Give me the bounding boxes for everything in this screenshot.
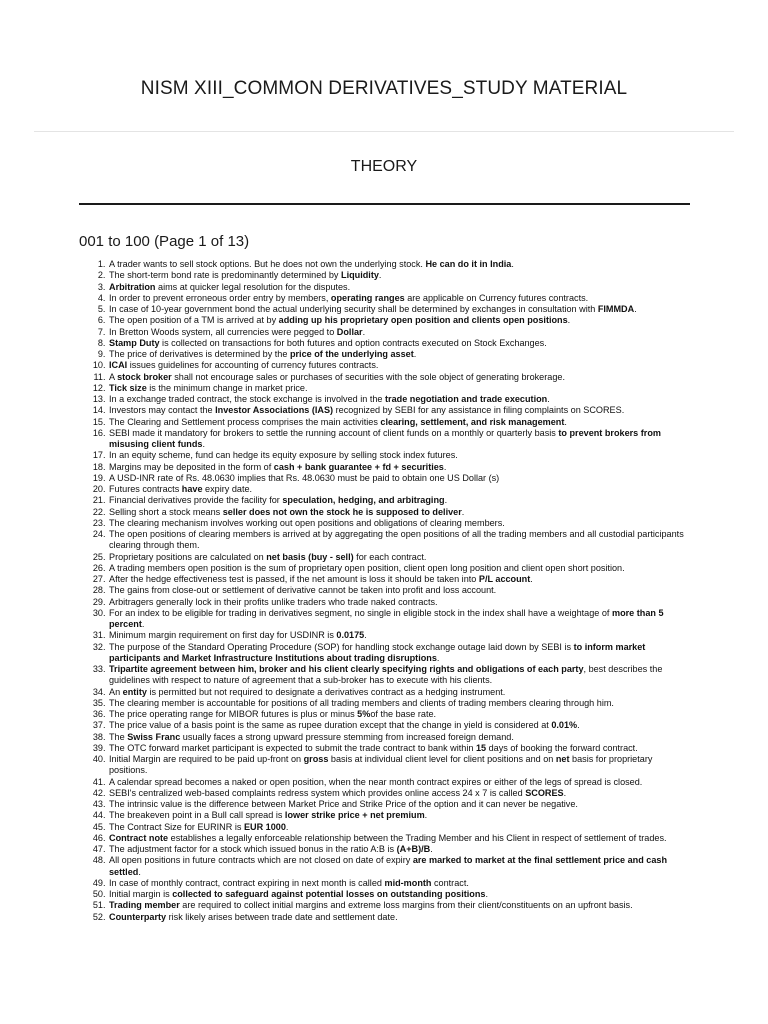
item-text: After the hedge effectiveness test is passed, if the net amount is loss it should be taken into [109,574,479,584]
bold-answer: FIMMDA [597,304,635,314]
item-text: are required to collect initial margins and extreme loss margins from their client/constituents on an upfront basis. [179,900,633,911]
bold-answer: net [555,754,570,764]
item-text: . [563,787,567,798]
question-list [108,259,692,923]
list-item [108,259,692,270]
item-text: for each contract. [353,551,427,562]
item-text: Minimum margin requirement on first day for USDINR is [109,630,337,641]
item-text: . [577,720,580,731]
item-text: . [413,349,417,359]
bold-answer: (A+B)/B [396,844,431,854]
bold-answer: Contract note [109,832,169,843]
list-item [108,788,692,799]
list-item [108,270,692,281]
bold-answer: speculation, hedging, and arbitraging [282,495,445,506]
bold-answer: more than 5 percent [109,607,664,629]
bold-answer: Trading member [109,900,180,911]
bold-answer: entity [122,686,147,697]
item-text: Proprietary positions are calculated on [109,551,267,562]
item-text: A [109,371,118,382]
item-text: The open positions of clearing members is arrived at by aggregating the open positions of all the trading members and all custodial participants clearing through them. [109,529,684,551]
bold-answer: ICAI [109,360,128,371]
list-item [108,743,692,754]
item-text: recognized by SEBI for any assistance in filing complaints on SCORES. [333,405,625,416]
title-divider [34,131,734,132]
item-text: In order to prevent erroneous order entry by members, [109,292,331,303]
document-title: NISM XIII_COMMON DERIVATIVES_STUDY MATERIAL [140,78,628,99]
item-text: . [378,270,382,281]
item-text: . [564,416,567,427]
list-item [108,563,692,574]
list-item [108,484,692,495]
list-item [108,327,692,338]
bold-answer: SCORES [525,787,564,798]
item-text: The [109,731,128,742]
item-text: is collected on transactions for both futures and option contracts executed on Stock Exchanges. [159,337,547,348]
list-item [108,394,692,405]
item-text: The open position of a TM is arrived at by [109,315,279,326]
section-heading: THEORY [350,158,418,175]
bold-answer: collected to safeguard against potential losses on outstanding positions [172,889,486,899]
list-item [108,878,692,889]
item-text: . [436,652,440,663]
bold-answer: Dollar [336,326,363,337]
list-item [108,608,692,631]
item-text: are applicable on Currency futures contracts. [404,292,589,303]
bold-answer: Counterparty [109,911,167,922]
item-text: Financial derivatives provide the facility for [109,495,283,506]
item-text: issues guidelines for accounting of currency futures contracts. [127,360,379,371]
bold-answer: gross [303,754,329,764]
list-item [108,293,692,304]
item-text: The purpose of the Standard Operating Procedure (SOP) for handling stock exchange outage laid down by SEBI is [109,641,574,652]
item-text: . [461,506,465,517]
item-text: An [109,686,123,697]
item-text: . [530,574,533,584]
heading-underline [79,203,690,205]
item-text: SEBI made it mandatory for brokers to settle the running account of client funds on a monthly or quarterly basis [109,427,559,438]
bold-answer: Stamp Duty [109,337,160,348]
item-text: establishes a legally enforceable relationship between the Trading Member and his Client in respect of settlement of trades. [168,832,667,843]
bold-answer: mid-month [384,877,432,888]
item-text: The breakeven point in a Bull call spread is [109,810,285,821]
item-text: . [138,866,141,877]
item-text: risk likely arises between trade date and settlement date. [166,911,398,922]
item-text: A calendar spread becomes a naked or open position, when the near month contract expires or either of the legs of spread is closed. [109,776,643,787]
item-text: The price value of a basis point is the same as rupee duration except that the change in yield is considered at [109,720,552,731]
list-item [108,822,692,833]
item-text: The price operating range for MIBOR futures is plus or minus [109,709,358,719]
list-item [108,552,692,563]
bold-answer: have [181,484,203,494]
list-item [108,810,692,821]
list-item [108,417,692,428]
list-item [108,349,692,360]
item-text: . [443,461,447,472]
item-text: expiry date. [202,484,253,494]
item-text: . [364,630,367,641]
list-item [108,282,692,293]
item-text: The clearing mechanism involves working out open positions and obligations of clearing members. [109,517,505,528]
list-item [108,777,692,788]
list-item [108,473,692,484]
bold-answer: price of the underlying asset [289,349,414,359]
list-item [108,383,692,394]
list-item [108,754,692,777]
list-item [108,585,692,596]
bold-answer: 0.01% [551,720,578,731]
list-item [108,889,692,900]
item-text: is the minimum change in market price. [146,382,308,393]
item-text: , best describes the guidelines with respect to nature of agreement that a sub-broker has to execute with his clients. [109,664,663,686]
list-item [108,518,692,529]
item-text: SEBI's centralized web-based complaints redress system which provides online access 24 x 7 is called [109,787,526,798]
list-item [108,732,692,743]
item-text: . [362,326,366,337]
item-text: . [424,810,428,821]
bold-answer: cash + bank guarantee + fd + securities [273,461,444,472]
item-text: basis at individual client level for client positions and on [328,754,556,764]
item-text: The Clearing and Settlement process comprises the main activities [109,416,381,427]
item-text: The adjustment factor for a stock which issued bonus in the ratio A:B is [109,844,397,854]
list-item [108,450,692,461]
list-item [108,529,692,552]
item-text: Initial margin is [109,889,173,899]
list-item [108,833,692,844]
bold-answer: 5% [357,709,371,719]
bold-answer: operating ranges [330,292,405,303]
item-text: The price of derivatives is determined by the [109,349,290,359]
item-text: usually faces a strong upward pressure stemming from increased foreign demand. [180,731,514,742]
list-item [108,855,692,878]
bold-answer: stock broker [117,371,172,382]
bold-answer: P/L account [478,574,531,584]
bold-answer: Swiss Franc [127,731,181,742]
list-item [108,709,692,720]
bold-answer: trade negotiation and trade execution [385,394,548,404]
list-item [108,507,692,518]
list-item [108,462,692,473]
item-text: . [430,844,433,854]
item-text: . [547,394,550,404]
list-item [108,912,692,923]
item-text: . [485,889,488,899]
item-text: . [202,439,206,449]
item-text: Initial Margin are required to be paid up-front on [109,754,304,764]
item-text: In Bretton Woods system, all currencies were pegged to [109,326,337,337]
item-text: days of booking the forward contract. [486,742,638,753]
list-item [108,664,692,687]
item-text: contract. [431,877,469,888]
list-item [108,630,692,641]
bold-answer: EUR 1000 [243,821,286,832]
list-item [108,597,692,608]
item-text: Futures contracts [109,484,182,494]
item-text: . [634,304,637,314]
item-text: aims at quicker legal resolution for the disputes. [155,281,351,292]
list-item [108,495,692,506]
section-label: 001 to 100 (Page 1 of 13) [79,233,250,250]
item-text: is permitted but not required to designate a derivatives contract as a hedging instrument. [146,686,506,697]
item-text: The gains from close-out or settlement of derivative cannot be taken into profit and loss account. [109,585,497,596]
list-item [108,687,692,698]
item-text: A trader wants to sell stock options. But he does not own the underlying stock. [109,259,426,269]
item-text: . [285,821,289,832]
bold-answer: Investor Associations (IAS) [215,405,334,416]
list-item [108,574,692,585]
list-item [108,720,692,731]
bold-answer: clearing, settlement, and risk management [380,416,565,427]
item-text: In a exchange traded contract, the stock exchange is involved in the [109,394,386,404]
item-text: Selling short a stock means [109,506,223,517]
bold-answer: are marked to market at the final settlement price and cash settled [109,855,668,877]
item-text: In case of 10-year government bond the actual underlying security shall be determined by exchanges in consultation with [109,304,598,314]
bold-answer: seller does not own the stock he is supposed to deliver [222,506,462,517]
item-text: The intrinsic value is the difference between Market Price and Strike Price of the option and it can never be negative. [109,799,578,809]
bold-answer: lower strike price + net premium [284,810,425,821]
bold-answer: He can do it in India [425,259,512,269]
bold-answer: Tick size [109,382,147,393]
bold-answer: Liquidity [341,270,379,281]
item-text: . [141,619,145,629]
list-item [108,844,692,855]
item-text: Investors may contact the [109,405,216,416]
bold-answer: to prevent brokers from misusing client funds [109,427,661,449]
list-item [108,799,692,810]
list-item [108,698,692,709]
bold-answer: to inform market participants and Market Infrastructure Institutions about trading disruptions [109,641,646,663]
list-item [108,405,692,416]
bold-answer: 15 [475,742,487,753]
item-text: For an index to be eligible for trading in derivatives segment, no single in eligible stock in the index shall have a weightage of [109,607,612,618]
item-text: The OTC forward market participant is expected to submit the trade contract to bank within [109,742,476,753]
list-item [108,315,692,326]
item-text: In an equity scheme, fund can hedge its equity exposure by selling stock index futures. [109,450,458,461]
list-item [108,900,692,911]
item-text: . [444,495,448,506]
item-text: The clearing member is accountable for positions of all trading members and clients of trading members clearing through him. [109,697,614,708]
item-text: All open positions in future contracts which are not closed on date of expiry [109,855,413,866]
item-text: of the base rate. [370,709,437,719]
list-item [108,642,692,665]
item-text: A USD-INR rate of Rs. 48.0630 implies that Rs. 48.0630 must be paid to obtain one US Dollar (s) [109,472,500,483]
item-text: A trading members open position is the sum of proprietary open position, client open long position and client open short position. [109,562,625,573]
bold-answer: 0.0175 [336,630,365,641]
list-item [108,428,692,451]
list-item [108,338,692,349]
bold-answer: Tripartite agreement between him, broker and his client clearly specifying rights and obligations of each party [109,664,584,674]
bold-answer: adding up his proprietary open position and clients open positions [278,315,568,326]
item-text: Arbitragers generally lock in their profits unlike traders who trade naked contracts. [109,596,438,607]
list-item [108,372,692,383]
item-text: . [511,259,514,269]
bold-answer: net basis (buy - sell) [266,551,354,562]
item-text: . [567,315,571,326]
item-text: Margins may be deposited in the form of [109,461,274,472]
item-text: basis for proprietary positions. [109,754,653,776]
item-text: The Contract Size for EURINR is [109,821,244,832]
bold-answer: Arbitration [109,281,156,292]
list-item [108,360,692,371]
list-item [108,304,692,315]
item-text: The short-term bond rate is predominantly determined by [109,270,342,281]
item-text: In case of monthly contract, contract expiring in next month is called [109,877,385,888]
item-text: shall not encourage sales or purchases of securities with the sole object of generating brokerage. [171,371,565,382]
